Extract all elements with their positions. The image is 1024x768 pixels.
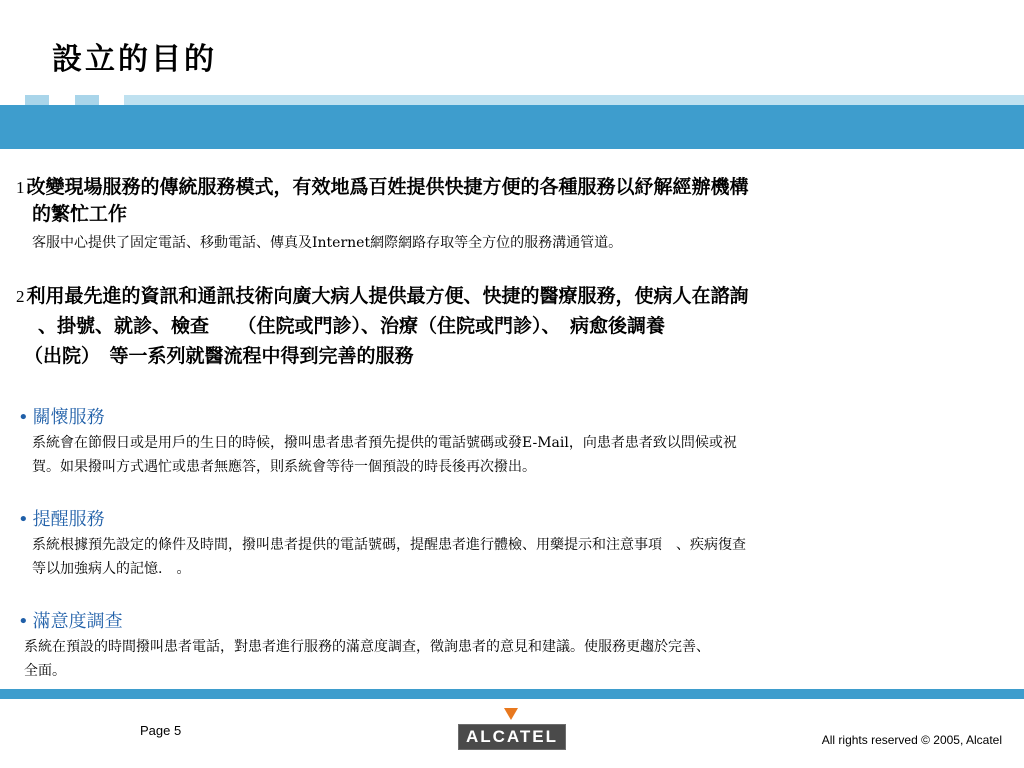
section-2-line1: 利用最先進的資訊和通訊技術向廣大病人提供最方便、快捷的醫療服務，使病人在諮詢 bbox=[26, 285, 749, 307]
bullet-reminder-line2: 等以加強病人的記憶. 。 bbox=[32, 561, 191, 577]
section-2-line2: 、掛號、就診、檢查 （住院或門診）、治療（住院或門診）、 病愈後調養 bbox=[38, 315, 666, 337]
slide-title: 設立的目的 bbox=[52, 42, 217, 77]
logo-text: ALCATEL bbox=[458, 724, 566, 750]
logo-triangle-icon bbox=[504, 708, 518, 720]
bullet-reminder-line1: 系統根據預先設定的條件及時間，撥叫患者提供的電話號碼，提醒患者進行體檢、用藥提示和注意事項 、疾病復查 bbox=[32, 537, 746, 553]
bullet-care-line1: 系統會在節假日或是用戶的生日的時候，撥叫患者患者預先提供的電話號碼或發E-Mail，向患者患者致以問候或祝 bbox=[32, 435, 737, 451]
band-light-strip bbox=[124, 95, 1024, 105]
alcatel-logo bbox=[458, 706, 564, 748]
bullet-satisfaction-line2: 全面。 bbox=[24, 663, 66, 679]
page-number: Page 5 bbox=[140, 723, 182, 738]
bullet-reminder-heading: 提醒服務 bbox=[32, 509, 105, 530]
bullet-satisfaction-survey bbox=[18, 607, 123, 633]
footer-band bbox=[0, 689, 1024, 699]
section-2-number: 2 bbox=[16, 287, 25, 306]
section-2-heading bbox=[16, 283, 749, 310]
bullet-care-line2: 賀。如果撥叫方式遇忙或患者無應答，則系統會等待一個預設的時長後再次撥出。 bbox=[32, 459, 536, 475]
band-dark-strip bbox=[0, 105, 1024, 149]
bullet-reminder-service bbox=[18, 505, 105, 531]
bullet-icon: • bbox=[18, 407, 29, 428]
section-1-description: 客服中心提供了固定電話、移動電話、傳真及Internet網際網路存取等全方位的服務溝通管道。 bbox=[32, 235, 623, 251]
section-2-line3: （出院） 等一系列就醫流程中得到完善的服務 bbox=[24, 345, 414, 367]
bullet-care-service bbox=[18, 403, 105, 429]
section-1-number: 1 bbox=[16, 178, 25, 197]
copyright-text: All rights reserved © 2005, Alcatel bbox=[821, 733, 1002, 747]
bullet-care-heading: 關懷服務 bbox=[32, 407, 105, 428]
section-1-line1: 改變現場服務的傳統服務模式，有效地爲百姓提供快捷方便的各種服務以紓解經辦機構 bbox=[26, 176, 749, 198]
bullet-satisfaction-heading: 滿意度調查 bbox=[32, 611, 123, 632]
section-1-heading bbox=[16, 174, 749, 201]
bullet-icon: • bbox=[18, 509, 29, 530]
bullet-satisfaction-line1: 系統在預設的時間撥叫患者電話，對患者進行服務的滿意度調查，徵詢患者的意見和建議。使服務更趨於完善、 bbox=[24, 639, 710, 655]
bullet-icon: • bbox=[18, 611, 29, 632]
section-1-line2: 的繁忙工作 bbox=[32, 203, 128, 225]
